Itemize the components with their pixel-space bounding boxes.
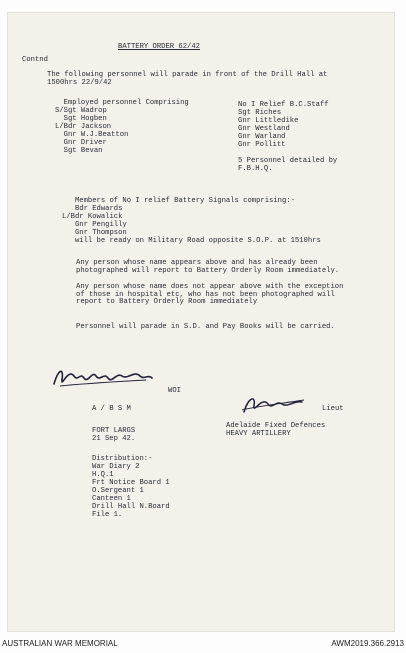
paragraph-photographed: Any person whose name appears above and has already been photographed will report to Battery Orderly Room immediately. bbox=[76, 259, 340, 275]
distribution-title: Distribution:- bbox=[92, 455, 153, 463]
list-item: Gnr Littledike bbox=[238, 117, 299, 125]
list-item: F.B.H.Q. bbox=[238, 165, 273, 173]
unit-line-1: Adelaide Fixed Defences bbox=[226, 422, 326, 430]
paragraph-not-photographed: Any person whose name does not appear above with the exception of those in hospital etc, who has not been photographed will report to Battery Orderly Room immediately bbox=[76, 283, 344, 307]
list-item: Drill Hall N.Board bbox=[92, 503, 170, 511]
list-item: S/Sgt Wadrop bbox=[55, 107, 107, 115]
place: FORT LARGS bbox=[92, 427, 136, 435]
list-item: Bdr Edwards bbox=[62, 205, 123, 213]
list-item: Members of No I relief Battery Signals comprising:- bbox=[62, 197, 295, 205]
list-item: Gnr Driver bbox=[55, 139, 107, 147]
order-header: BATTERY ORDER 62/42 bbox=[118, 43, 200, 51]
wo-signature bbox=[50, 360, 160, 394]
wo-title: A / B S M bbox=[92, 405, 131, 413]
list-item: War Diary 2 bbox=[92, 463, 140, 471]
list-item: H.Q.1 bbox=[92, 471, 114, 479]
list-item: File 1. bbox=[92, 511, 123, 519]
list-item: Sgt Hogben bbox=[55, 115, 107, 123]
list-item: Employed personnel Comprising bbox=[55, 99, 189, 107]
list-item: L/Bdr Jackson bbox=[55, 123, 112, 131]
list-item: L/Bdr Kowalick bbox=[62, 213, 123, 221]
intro-text: The following personnel will parade in front of the Drill Hall at 1500hrs 22/9/42 bbox=[47, 71, 328, 87]
list-item: Sgt Riches bbox=[238, 109, 282, 117]
list-item: No I Relief B.C.Staff bbox=[238, 101, 329, 109]
list-item: O.Sergeant 1 bbox=[92, 487, 144, 495]
list-item: Gnr Thompson bbox=[62, 229, 127, 237]
continued-label: Contnd bbox=[22, 56, 48, 64]
footer-accession-number: AWM2019.366.2913 bbox=[331, 639, 404, 648]
list-item: Gnr Pengilly bbox=[62, 221, 127, 229]
date: 21 Sep 42. bbox=[92, 435, 136, 443]
list-item: Gnr Pollitt bbox=[238, 141, 286, 149]
list-item: Sgt Bevan bbox=[55, 147, 103, 155]
wo-rank: WOI bbox=[168, 387, 181, 395]
list-item: Gnr W.J.Beatton bbox=[55, 131, 129, 139]
list-item: Gnr Warland bbox=[238, 133, 286, 141]
footer-institution: AUSTRALIAN WAR MEMORIAL bbox=[2, 639, 118, 648]
list-item: Canteen 1 bbox=[92, 495, 131, 503]
unit-line-2: HEAVY ARTILLERY bbox=[226, 430, 291, 438]
list-item: 5 Personnel detailed by bbox=[238, 157, 338, 165]
paragraph-dress: Personnel will parade in S.D. and Pay Books will be carried. bbox=[76, 323, 335, 331]
officer-signature bbox=[238, 390, 308, 420]
officer-rank: Lieut bbox=[322, 405, 344, 413]
list-item: Gnr Westland bbox=[238, 125, 290, 133]
list-item: Frt Notice Board 1 bbox=[92, 479, 170, 487]
list-item: will be ready on Military Road opposite S.O.P. at 1510hrs bbox=[62, 237, 321, 245]
